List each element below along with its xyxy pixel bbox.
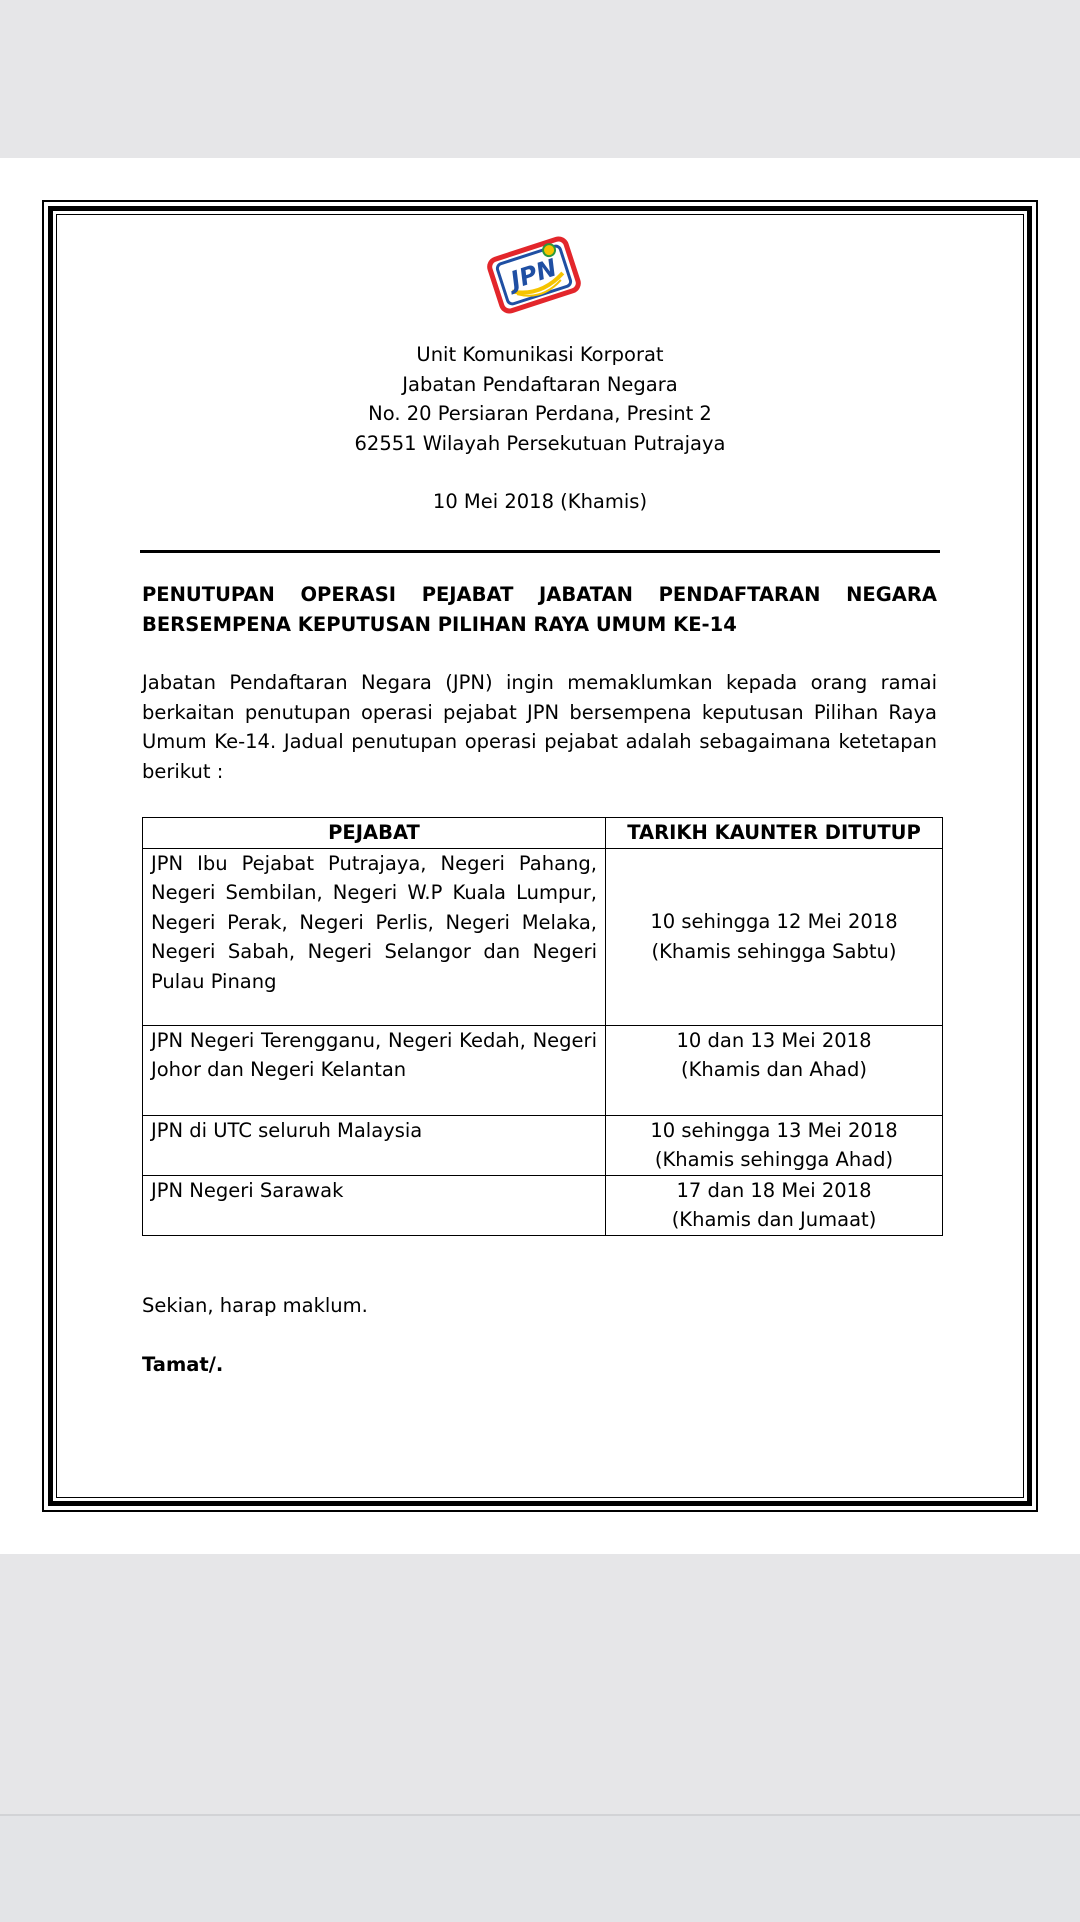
office-cell: JPN Negeri Terengganu, Negeri Kedah, Negeri Johor dan Negeri Kelantan	[143, 1025, 606, 1115]
table-row	[143, 1175, 943, 1235]
table-row	[143, 848, 943, 1025]
table-row	[143, 1025, 943, 1115]
column-header-office: PEJABAT	[143, 818, 606, 849]
heading-line-1	[142, 580, 937, 610]
office-cell: JPN di UTC seluruh Malaysia	[143, 1115, 606, 1175]
table-header-row	[143, 818, 943, 849]
heading-word: PEJABAT	[421, 583, 514, 606]
header-divider	[140, 550, 940, 553]
closure-schedule-table	[142, 817, 943, 1236]
heading-word: PENUTUPAN	[142, 583, 275, 606]
date-cell	[606, 1175, 943, 1235]
end-mark: Tamat/.	[142, 1353, 224, 1376]
closing-line: Sekian, harap maklum.	[142, 1294, 368, 1317]
bottom-blank-area	[0, 1814, 1080, 1922]
day-range: (Khamis dan Jumaat)	[671, 1208, 877, 1231]
day-range: (Khamis dan Ahad)	[681, 1058, 867, 1081]
table-row	[143, 1115, 943, 1175]
jpn-logo-icon	[486, 232, 582, 318]
letterhead-address	[140, 340, 940, 458]
date-range: 10 sehingga 12 Mei 2018	[650, 910, 898, 933]
column-header-dates: TARIKH KAUNTER DITUTUP	[606, 818, 943, 849]
document-heading	[142, 580, 937, 640]
date-range: 17 dan 18 Mei 2018	[676, 1178, 872, 1202]
office-cell: JPN Negeri Sarawak	[143, 1175, 606, 1235]
date-cell	[606, 1025, 943, 1115]
address-line: No. 20 Persiaran Perdana, Presint 2	[368, 402, 712, 425]
address-line: Unit Komunikasi Korporat	[416, 343, 664, 366]
heading-word: NEGARA	[846, 583, 937, 606]
office-cell: JPN Ibu Pejabat Putrajaya, Negeri Pahang, Negeri Sembilan, Negeri W.P Kuala Lumpur, Negeri Perak, Negeri Perlis, Negeri Melaka, Negeri Sabah, Negeri Selangor dan Negeri Pulau Pinang	[143, 848, 606, 1025]
day-range: (Khamis sehingga Ahad)	[654, 1148, 894, 1171]
heading-word: OPERASI	[300, 583, 397, 606]
address-line: 62551 Wilayah Persekutuan Putrajaya	[354, 431, 726, 455]
logo-text: JPN	[507, 253, 561, 295]
day-range: (Khamis sehingga Sabtu)	[651, 939, 897, 963]
date-cell	[606, 848, 943, 1025]
date-range: 10 dan 13 Mei 2018	[676, 1028, 872, 1052]
heading-line-2: BERSEMPENA KEPUTUSAN PILIHAN RAYA UMUM KE-14	[142, 613, 737, 636]
date-cell	[606, 1115, 943, 1175]
heading-word: JABATAN	[539, 583, 634, 606]
address-line: Jabatan Pendaftaran Negara	[402, 372, 678, 396]
document-date: 10 Mei 2018 (Khamis)	[432, 490, 648, 513]
heading-word: PENDAFTARAN	[658, 583, 821, 606]
body-paragraph: Jabatan Pendaftaran Negara (JPN) ingin memaklumkan kepada orang ramai berkaitan penutupan operasi pejabat JPN bersempena keputusan Pilihan Raya Umum Ke-14. Jadual penutupan operasi pejabat adalah sebagaimana ketetapan berikut :	[142, 671, 937, 783]
date-range: 10 sehingga 13 Mei 2018	[650, 1118, 898, 1142]
